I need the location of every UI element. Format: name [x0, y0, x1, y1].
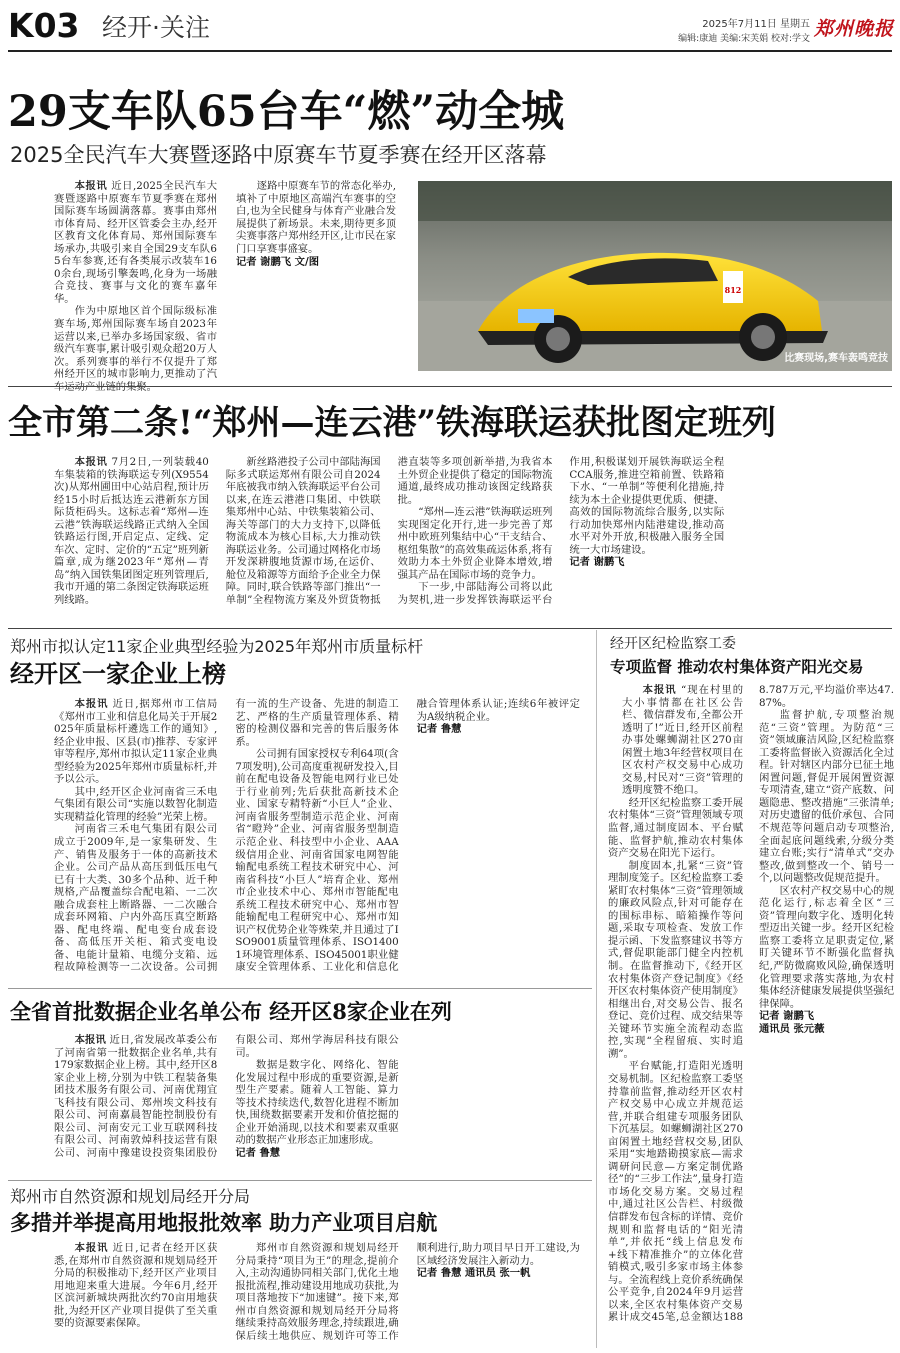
lead: 本报讯 [74, 1242, 109, 1254]
article4-body: 本报讯 近日,省发展改革委公布了河南省第一批数据企业名单,共有179家数据企业上榜。其中,经开区8家企业上榜,分别为中铁工程装备集团技术服务有限公司、河南优翔宜飞科技有限公司、郑州埃文科技有限公司、河南嘉晨智能控制股份有限公司、河南安元工业互联网科技有限公司、河南敦焯科技运营有限公司、河南中豫建设投资集团股份有限公司、郑州学海居科技有限公司。 数据是数字化、网络化、智能化发展过程中形成的重要资源,是新型生产要素。随着人工智能、算力等技术持续迭代,数智化进程不断加快,围绕数据要素开发和价值挖掘的企业开始涌现,以技术和要素双重驱动的数据产业形态正加速形成。 记者 鲁慧 [54, 1034, 399, 1159]
photo-caption: 比赛现场,赛车轰鸣竞技 [784, 353, 888, 364]
race-car-illustration [418, 181, 892, 371]
divider [8, 628, 892, 629]
article6-kicker: 经开区纪检监察工委 [610, 636, 736, 652]
divider [8, 386, 892, 387]
article6-headline: 专项监督 推动农村集体资产阳光交易 [610, 657, 864, 676]
article5-body: 本报讯 近日,记者在经开区获悉,在郑州市自然资源和规划局经开分局的积极推动下,经开区产业项目用地迎来重大进展。今年6月,经开区滨河新城块两批次约70亩用地获批,为经开区产业项目提供了至关重要的资源要素保障。 郑州市自然资源和规划局经开分局秉持“项目为王”的理念,提前介入,主动沟通协同相关部门,优化土地报批流程,推动建设用地成功获批,为项目落地按下“加速键”。接下来,郑州市自然资源和规划局经开分局将继续秉持高效服务理念,持续跟进,确保后续土地供应、规划许可等工作顺利进行,助力项目早日开工建设,为区域经济发展注入新动力。 记者 鲁慧 通讯员 张一帆 [54, 1242, 580, 1342]
article2-body: 本报讯 7月2日,一列装载40车集装箱的铁海联运专列(X9554次)从郑州圃田中心站启程,预计历经15小时后抵达连云港新东方国际货柜码头。这标志着“郑州—连云港”铁海联运线路正式纳入全国铁路运行图,开启定点、定线、定车次、定时、定价的“五定”班列新篇章,成为继2023年“郑州—青岛”纳入国铁集团图定班列管理后,我市开通的第二条图定铁海联运班列线路。 新丝路港投子公司中部陆海国际多式联运郑州有限公司自2024年底被我市纳入铁海联运平台公司以来,在连云港港口集团、中铁联集郑州中心站、中铁集装箱公司、海关等部门的大力支持下,以降低物流成本为核心目标,大力推动铁海联运业务。公司通过网格化市场开发深耕腹地货源市场,在运价、舱位及箱源等方面给予企业全力保障。同时,联合铁路等部门推出“一单制”全程物流方案及外贸货物抵港直装等多项创新举措,为我省本土外贸企业提供了稳定的国际物流通道,最终成功推动该图定线路获批。 “郑州—连云港”铁海联运班列实现图定化开行,进一步完善了郑州中欧班列集结中心“干支结合、枢纽集散”的高效集疏运体系,将有效助力本土外贸企业降本增效,增强其产品在国际市场的竞争力。 下一步,中部陆海公司将以此为契机,进一步发挥铁海联运平台作用,积极谋划开展铁海联运全程CCA服务,推进空箱前置、铁路箱下水、“一单制”等便利化措施,持续为本土企业提供更优质、便捷、高效的国际物流综合服务,以实际行动加快郑州内陆港建设,推动高水平对外开放,积极融入服务全国统一大市场建设。 记者 谢鹏飞 [54, 456, 725, 607]
article6-body: 本报讯 “现在村里的大小事情都在社区公告栏、微信群发布,全都公开透明了!”近日,经开区前程办事处螺蛳湖社区270亩闲置土地3年经营权项目在区农村产权交易中心成功交易,村民对“三资”管理的透明度赞不绝口。 经开区纪检监察工委开展农村集体“三资”管理领域专项监督,通过制度固本、平台赋能、监督护航,推动农村集体资产交易在阳光下运行。 制度固本,扎紧“三资”管理制度笼子。区纪检监察工委紧盯农村集体“三资”管理领域的廉政风险点,针对可能存在的围标串标、暗箱操作等问题,采取专项检查、发放工作提示函、下发监察建议书等方式,督促职能部门健全内控机制。在监督推动下,《经开区农村集体资产登记制度》《经开区农村集体资产使用制度》相继出台,对交易公告、报名登记、竞价过程、成交结果等关键环节实施全流程动态监控,实现“全程留痕、实时追溯”。 平台赋能,打造阳光透明交易机制。区纪检监察工委坚持靠前监督,推动经开区农村产权交易中心成立并规范运营,并联合组建专项服务团队下沉基层。如螺蛳湖社区270亩闲置土地经营权交易,团队采用“实地踏勘摸家底—需求调研问民意—方案定制优路径”的“三步工作法”,量身打造市场化交易方案。交易过程中,通过社区公告栏、村级微信群发布包含标的详情、竞价规则和监督电话的“阳光清单”,并依托“线上信息发布+线下精准推介”的立体化营销模式,吸引多家市场主体参与。全流程线上竞价系统确保公平竞争,自2024年9月运营以来,全区农村集体资产交易累计成交45笔,总金额达1888.787万元,平均溢价率达47.87%。 监督护航,专项整治规范“三资”管理。为防范“三资”领域廉洁风险,区纪检监察工委将监督嵌入资源活化全过程。针对辖区内部分已征土地闲置问题,督促开展闲置资源专项清查,建立“资产底数、问题隐患、整改措施”三张清单;对历史遗留的低价承包、合同不规范等问题启动专项整治,全面起底问题线索,分级分类建立台账;实行“清单式”交办整改,做到整改一个、销号一个,以问题整改促规范提升。 区农村产权交易中心的规范化运行,标志着全区“三资”管理向数字化、透明化转型迈出关键一步。经开区纪检监察工委将立足职责定位,紧盯关键环节不断强化监督执纪,严防微腐败风险,确保透明化管理要求落实落地,为农村集体经济健康发展提供坚强纪律保障。 记者 谢鹏飞 通讯员 张元薇 [608, 684, 894, 1324]
article2-headline: 全市第二条!“郑州—连云港”铁海联运获批图定班列 [8, 403, 777, 443]
divider [8, 1180, 592, 1181]
article3-headline: 经开区一家企业上榜 [10, 659, 226, 688]
article4-byline: 记者 鲁慧 [235, 1146, 281, 1159]
section-title: 经开·关注 [102, 13, 210, 42]
article4-headline: 全省首批数据企业名单公布 经开区8家企业在列 [10, 999, 452, 1024]
lead: 本报讯 [74, 456, 108, 468]
divider [8, 988, 592, 989]
article5-headline: 多措并举提高用地报批效率 助力产业项目启航 [10, 1210, 438, 1235]
lead: 本报讯 [74, 180, 108, 192]
article3-body: 本报讯 近日,据郑州市工信局《郑州市工业和信息化局关于开展2025年质量标杆遴选工作的通知》,经企业申报、区县(市)推荐、专家评审等程序,郑州市拟认定11家企业典型经验为2025年郑州市质量标杆,并予以公示。 其中,经开区企业河南省三禾电气集团有限公司“实施以数智化制造实现精益化管理的经验”光荣上榜。 河南省三禾电气集团有限公司成立于2009年,是一家集研发、生产、销售及服务于一体的高新技术企业。公司产品从高压到低压电气已有十大类、30多个品种、近千种规格,产品覆盖综合配电箱、一二次融合成套柱上断路器、一二次融合成套环网箱、户内外高压真空断路器、配电终端、配电变台成套设备、高低压开关柜、箱式变电设备、电能计量箱、电缆分支箱、远程故障检测等一二次设备。公司拥有一流的生产设备、先进的制造工艺、严格的生产质量管理体系、精密的检测仪器和完善的售后服务体系。 公司拥有国家授权专利64项(含7项发明),公司高度重视研发投入,目前在配电设备及智能电网行业已处于行业前列;先后获批高新技术企业、国家专精特新“小巨人”企业、河南省服务型制造示范企业、河南省“瞪羚”企业、河南省服务型制造示范企业、科技型中小企业、AAA级信用企业、河南省国家电网智能输配电系统工程技术研究中心、河南省科技“小巨人”培育企业、郑州市企业技术中心、郑州市智能配电系统工程技术研究中心、郑州市智能输配电工程研究中心、郑州市知识产权优势企业等殊荣,并且通过了ISO9001质量管理体系、ISO14001环境管理体系、ISO45001职业健康安全管理体系、工业化和信息化融合管理体系认证;连续6年被评定为A级纳税企业。 记者 鲁慧 [54, 698, 580, 974]
article5-byline: 记者 鲁慧 通讯员 张一帆 [416, 1267, 531, 1280]
header-rule [8, 50, 892, 52]
article1-subtitle: 2025全民汽车大赛暨逐路中原赛车节夏季赛在经开区落幕 [10, 143, 547, 167]
article1-col2: 逐路中原赛车节的常态化举办,填补了中原地区高端汽车赛事的空白,也为全民健身与体育产业融合发展提供了新场景。未来,期待更多顶尖赛事落户郑州经开区,让市民在家门口享赛事盛宴。 记者 谢鹏飞 文/图 [236, 180, 396, 269]
article6-byline-reporter: 记者 谢鹏飞 [759, 1010, 815, 1023]
article1-headline: 29支车队65台车“燃”动全城 [8, 87, 565, 137]
article3-kicker: 郑州市拟认定11家企业典型经验为2025年郑州市质量标杆 [10, 637, 424, 656]
lead: 本报讯 [74, 1034, 106, 1046]
car-number: 812 [724, 285, 742, 295]
page-code: K03 [8, 6, 80, 45]
article5-kicker: 郑州市自然资源和规划局经开分局 [10, 1187, 251, 1206]
article6-byline-correspondent: 通讯员 张元薇 [759, 1022, 825, 1035]
article1-byline: 记者 谢鹏飞 文/图 [236, 256, 320, 269]
editor-credits: 编辑:康迪 美编:宋芙娟 校对:学文 [678, 34, 810, 44]
lead: 本报讯 [642, 684, 677, 696]
race-photo [418, 181, 892, 371]
column-divider [596, 630, 597, 1348]
issue-date: 2025年7月11日 星期五 [702, 19, 810, 30]
newspaper-logo: 郑州晚报 [814, 18, 895, 40]
article3-byline: 记者 鲁慧 [416, 723, 462, 736]
article2-byline: 记者 谢鹏飞 [569, 556, 625, 569]
article1-col1: 本报讯 近日,2025全民汽车大赛暨逐路中原赛车节夏季赛在郑州国际赛车场圆满落幕。赛事由郑州市体育局、经开区管委会主办,经开区教育文化体育局、郑州国际赛车场承办,共吸引来自全国29支车队65台车参赛,还有各类展示改装车160余台,现场引擎轰鸣,化身为一场融合竞技、赛事与文化的赛车嘉年华。 作为中原地区首个国际级标准赛车场,郑州国际赛车场自2023年运营以来,已举办多场国家级、省市级汽车赛事,累计吸引观众超20万人次。系列赛事的举行不仅提升了郑州经开区的城市影响力,更推动了汽 [54, 180, 218, 381]
lead: 本报讯 [74, 698, 109, 710]
